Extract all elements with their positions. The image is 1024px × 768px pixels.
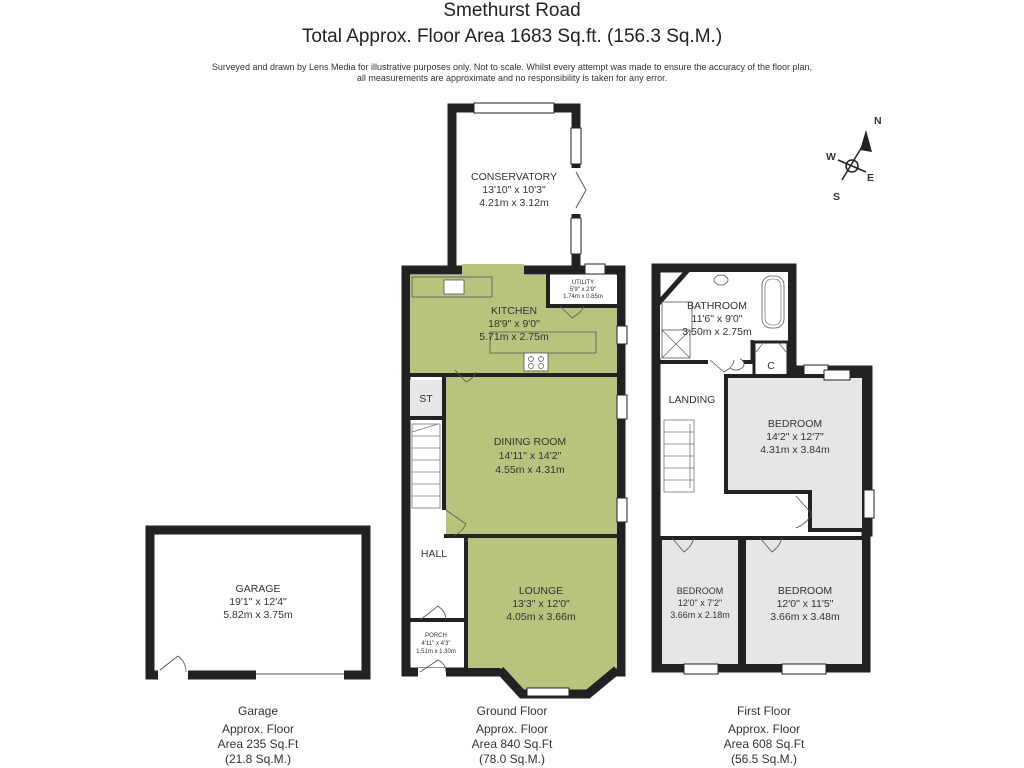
conservatory-imperial: 13'10" x 10'3": [482, 184, 546, 196]
store-label: ST: [419, 393, 433, 405]
garage-metric: 5.82m x 3.75m: [223, 609, 293, 621]
bedroom-3-imperial: 12'0" x 11'5": [776, 598, 834, 610]
utility-metric: 1.74m x 0.85m: [563, 294, 603, 300]
bedroom-1-imperial: 14'2" x 12'7": [766, 431, 824, 443]
garage-plan: [150, 530, 366, 680]
kitchen-hob-icon: [524, 353, 548, 371]
lounge-bay-window: [527, 688, 569, 696]
first-caption-line2: Area 608 Sq.Ft: [723, 737, 805, 751]
first-caption-line3: (56.5 Sq.M.): [730, 752, 798, 766]
bedroom-1-label: BEDROOM: [767, 418, 823, 430]
bedroom-3-metric: 3.66m x 3.48m: [770, 611, 840, 623]
dining-label: DINING ROOM: [493, 436, 567, 448]
dining-metric: 4.55m x 4.31m: [495, 464, 565, 476]
conservatory-metric: 4.21m x 3.12m: [479, 197, 549, 209]
toilet-icon: [714, 275, 728, 285]
ground-stairs-icon: [412, 424, 440, 508]
bedroom-1-metric: 4.31m x 3.84m: [760, 444, 830, 456]
garage-caption-line3: (21.8 Sq.M.): [224, 752, 292, 766]
landing-stairs-icon: [664, 420, 694, 492]
plan-title: Smethurst Road: [443, 0, 581, 21]
porch-metric: 1.51m x 1.30m: [416, 649, 456, 655]
kitchen-label: KITCHEN: [490, 305, 538, 317]
bedroom-2-label: BEDROOM: [676, 586, 724, 596]
conservatory-label: CONSERVATORY: [471, 171, 557, 183]
kitchen-metric: 5.71m x 2.75m: [479, 331, 549, 343]
conservatory-window-side: [571, 128, 581, 164]
hall-label: HALL: [420, 548, 448, 560]
total-floor-area: Total Approx. Floor Area 1683 Sq.ft. (156.3 Sq.M.): [301, 26, 723, 47]
bathroom-imperial: 11'6" x 9'0": [691, 313, 743, 325]
garage-caption: [218, 704, 299, 766]
first-caption-name: First Floor: [737, 704, 791, 718]
compass-icon: [826, 115, 882, 203]
kitchen-imperial: 18'9" x 9'0": [488, 318, 540, 330]
utility-imperial: 5'9" x 2'9": [569, 287, 597, 293]
compass-north: N: [874, 115, 882, 127]
kitchen-sink-icon: [444, 280, 464, 294]
ground-caption-line2: Area 840 Sq.Ft: [471, 737, 553, 751]
ground-caption-line3: (78.0 Sq.M.): [478, 752, 546, 766]
ground-floor-caption: [472, 704, 553, 766]
bathroom-metric: 3.50m x 2.75m: [682, 326, 752, 338]
garage-caption-line2: Area 235 Sq.Ft: [217, 737, 299, 751]
ground-caption-line1: Approx. Floor: [475, 722, 549, 736]
porch-label: PORCH: [425, 633, 447, 639]
garage-caption-name: Garage: [237, 704, 279, 718]
dining-imperial: 14'11" x 14'2": [498, 450, 562, 462]
lounge-label: LOUNGE: [518, 585, 564, 597]
lounge-metric: 4.05m x 3.66m: [506, 611, 576, 623]
compass-west: W: [826, 151, 836, 163]
utility-label: UTILITY: [571, 280, 595, 286]
ground-floor-plan: [406, 103, 627, 696]
garage-imperial: 19'1" x 12'4": [229, 596, 287, 608]
compass-south: S: [833, 191, 841, 203]
disclaimer-line-1: Surveyed and drawn by Lens Media for illustrative purposes only. Not to scale. Whilst every attempt was made to ensure the accuracy of the floor plan,: [211, 62, 813, 72]
landing-label: LANDING: [668, 394, 716, 406]
first-floor-plan: [656, 268, 874, 674]
garage-door-gap: [158, 668, 188, 680]
garage-label: GARAGE: [235, 583, 281, 595]
cupboard-label: C: [767, 360, 775, 372]
porch-imperial: 4'11" x 4'3": [421, 641, 451, 647]
bedroom-3-label: BEDROOM: [777, 585, 833, 597]
bedroom-2-metric: 3.66m x 2.18m: [670, 610, 730, 620]
lounge-imperial: 13'3" x 12'0": [512, 598, 570, 610]
garage-caption-line1: Approx. Floor: [221, 722, 295, 736]
ground-caption-name: Ground Floor: [476, 704, 548, 718]
conservatory-window: [474, 103, 554, 113]
compass-east: E: [867, 172, 875, 184]
disclaimer-line-2: all measurements are approximate and no responsibility is taken for any error.: [356, 73, 668, 83]
first-floor-caption: [724, 704, 805, 766]
first-caption-line1: Approx. Floor: [727, 722, 801, 736]
bedroom-2-imperial: 12'0" x 7'2": [677, 598, 723, 608]
bathroom-label: BATHROOM: [687, 300, 747, 312]
